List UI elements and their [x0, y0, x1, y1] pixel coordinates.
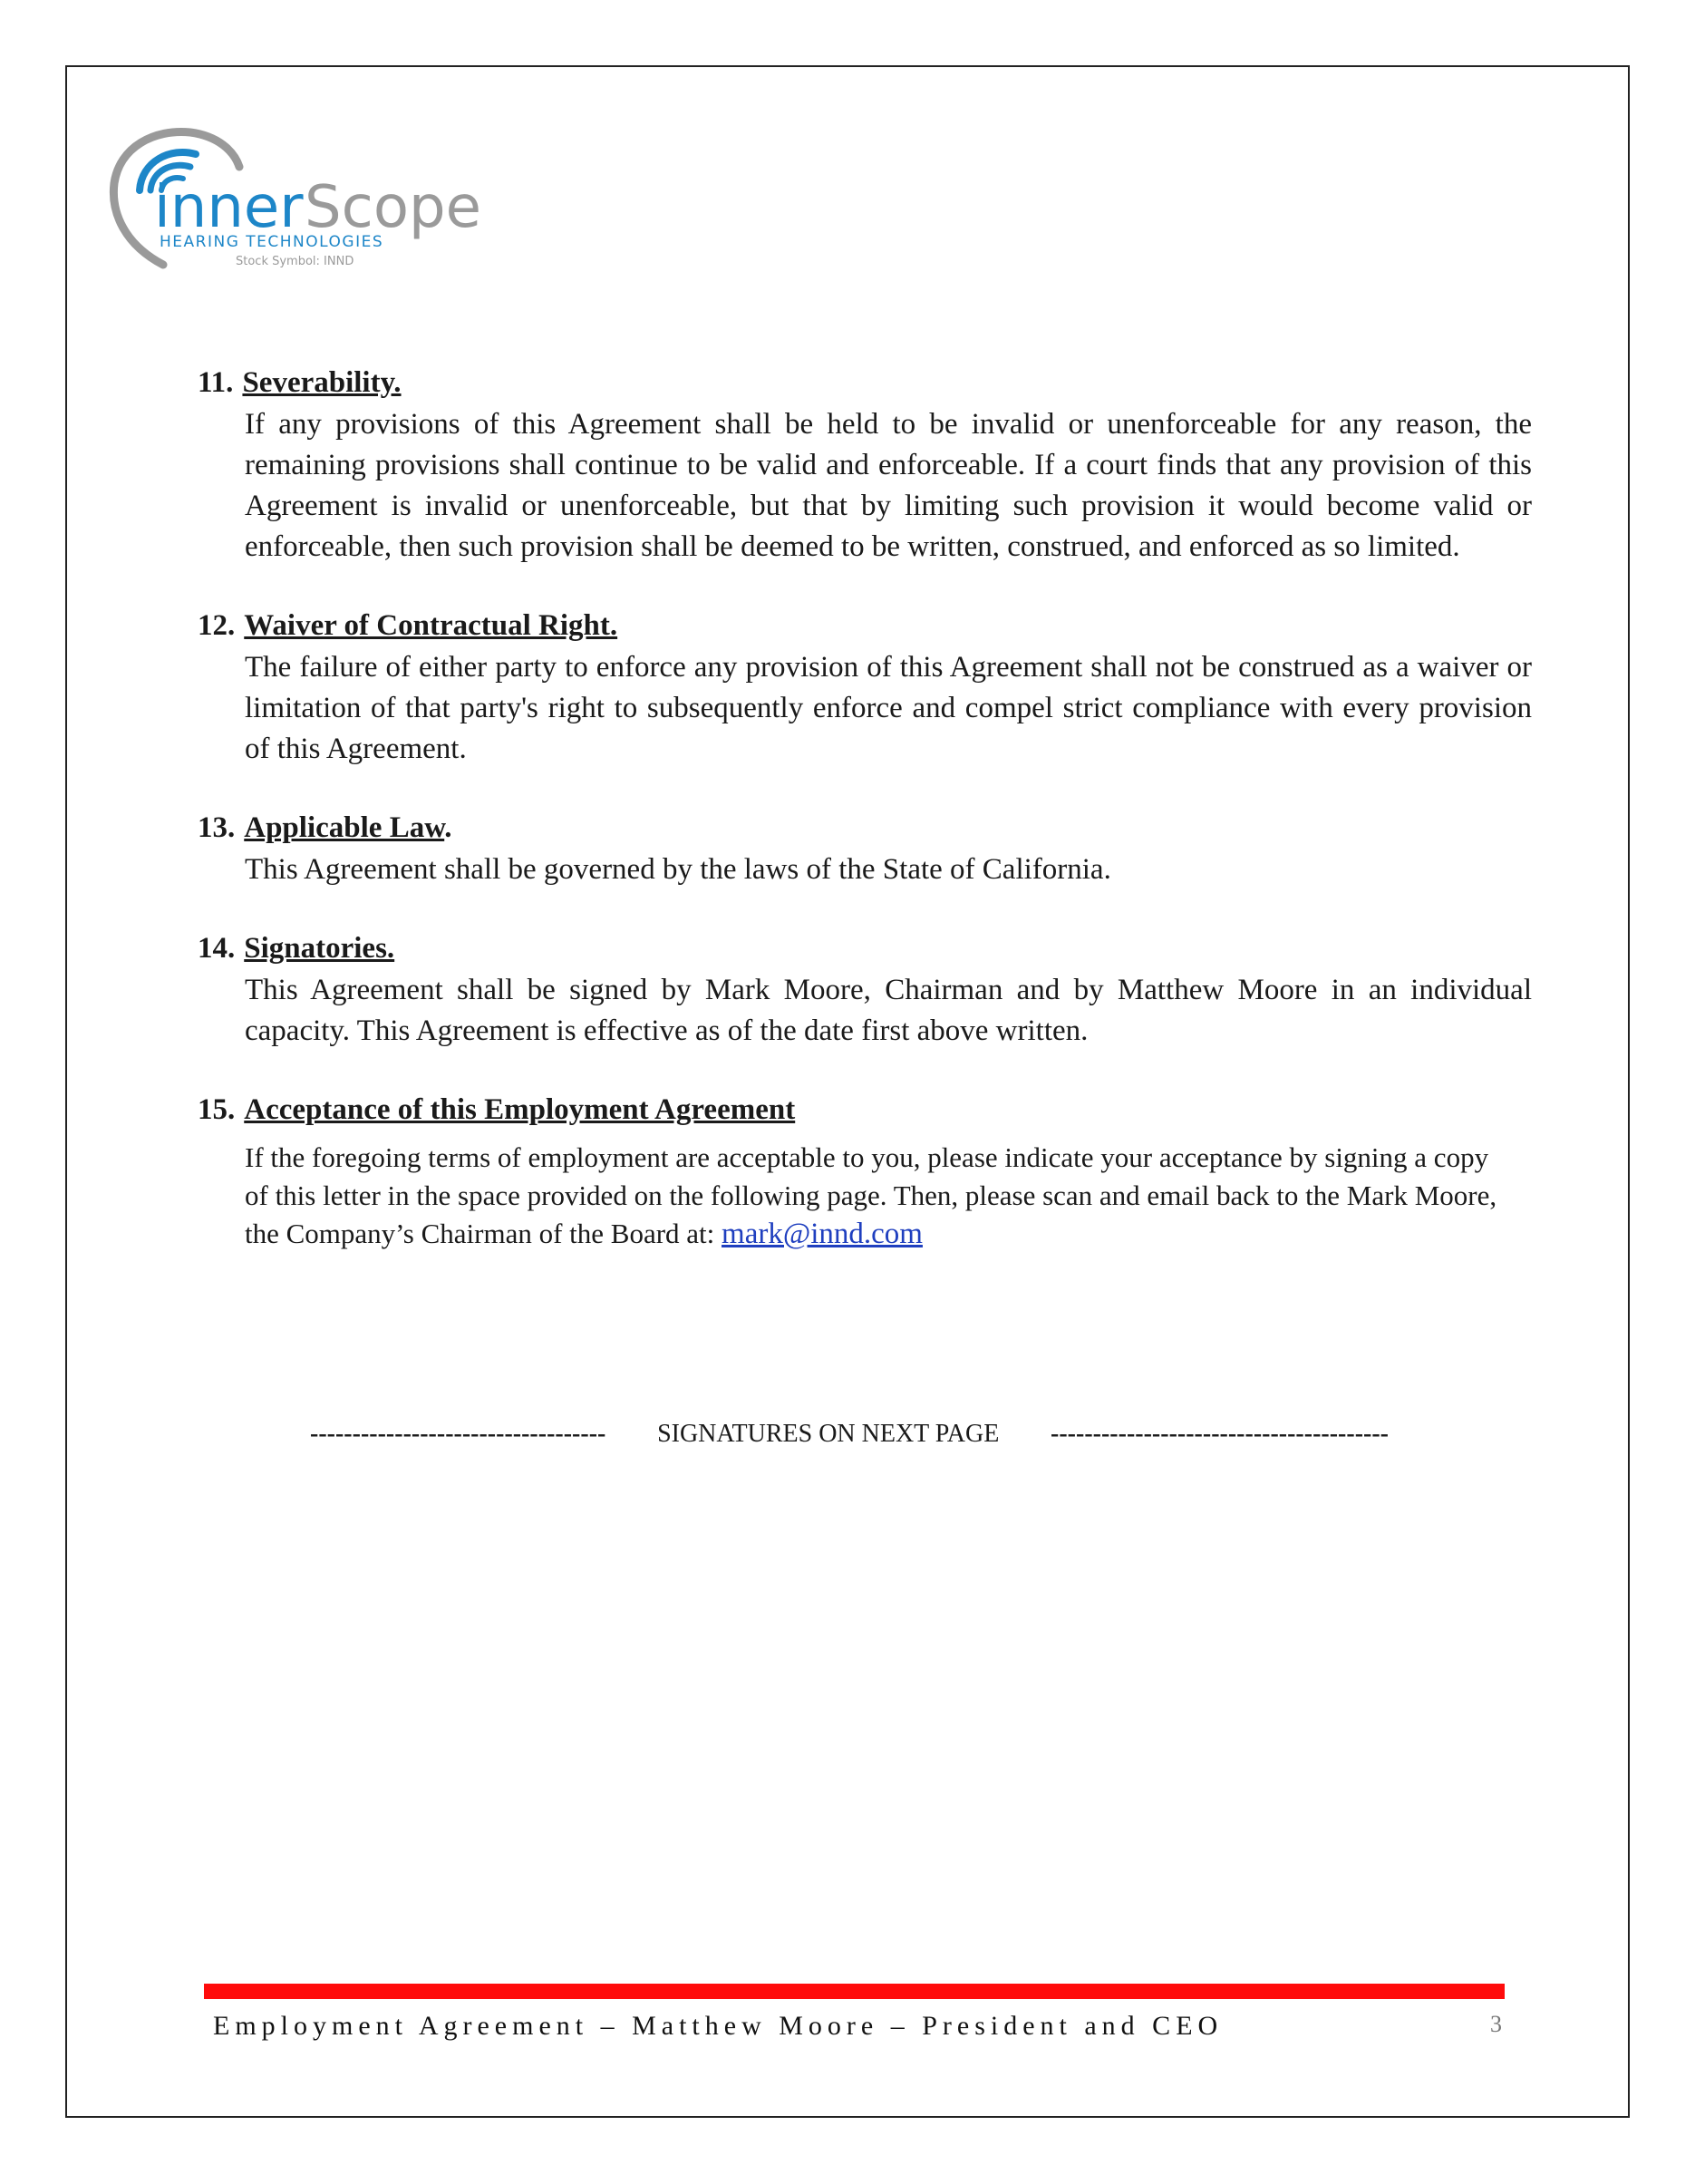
section-body: If any provisions of this Agreement shall be held to be invalid or unenforceable for any reason, the remaining provisions shall continue to be valid and enforceable. If a court finds that any provision of this Agreement is invalid or unenforceable, but that by limiting such provision it would become valid or enforceable, then such provision shall be deemed to be written, construed, and enforced as so limited.	[245, 408, 1532, 563]
section-heading	[198, 604, 1539, 647]
section-number: 11.	[198, 366, 234, 399]
section-title: Signatories.	[244, 932, 395, 965]
section-title: Severability.	[242, 366, 402, 399]
section-number: 13.	[198, 811, 236, 844]
section-signatories	[198, 927, 1539, 1052]
svg-text:Stock Symbol: INND: Stock Symbol: INND	[236, 255, 354, 268]
section-body	[245, 1139, 1505, 1253]
chairman-email-link[interactable]: mark@innd.com	[722, 1218, 923, 1250]
section-acceptance	[198, 1088, 1539, 1253]
company-logo	[107, 127, 506, 281]
svg-text:HEARING TECHNOLOGIES: HEARING TECHNOLOGIES	[160, 233, 384, 251]
signatures-on-next-page-text: SIGNATURES ON NEXT PAGE	[657, 1420, 1000, 1448]
section-title: Waiver of Contractual Right.	[244, 609, 618, 642]
section-heading	[198, 1088, 1539, 1131]
svg-text:inner: inner	[154, 174, 304, 241]
footer-red-bar	[204, 1984, 1505, 1999]
section-heading	[198, 806, 1539, 849]
section-applicable-law	[198, 806, 1539, 890]
section-number: 12.	[198, 609, 236, 642]
section-title-period: .	[444, 811, 452, 844]
section-number: 14.	[198, 932, 236, 965]
signature-notice	[310, 1420, 1389, 1449]
right-dash-line: ----------------------------------------	[1051, 1420, 1389, 1448]
section-heading	[198, 361, 1539, 404]
acceptance-text: If the foregoing terms of employment are acceptable to you, please indicate your acceptance by signing a copy of this letter in the space provided on the following page. Then, please scan and email back to the Mark Moore, the Company’s Chairman of the Board at:	[245, 1141, 1497, 1249]
section-title: Acceptance of this Employment Agreement	[244, 1093, 796, 1126]
section-waiver	[198, 604, 1539, 770]
section-body: The failure of either party to enforce any provision of this Agreement shall not be construed as a waiver or limitation of that party's right to subsequently enforce and compel strict compliance with every provision of this Agreement.	[245, 651, 1532, 765]
section-number: 15.	[198, 1093, 236, 1126]
footer-title: Employment Agreement – Matthew Moore – President and CEO	[213, 2011, 1224, 2041]
section-heading	[198, 927, 1539, 970]
section-body: This Agreement shall be signed by Mark Moore, Chairman and by Matthew Moore in an individual capacity. This Agreement is effective as of the date first above written.	[245, 974, 1532, 1047]
innerscope-logo-icon	[107, 127, 506, 281]
left-dash-line: -----------------------------------	[310, 1420, 606, 1448]
section-body: This Agreement shall be governed by the laws of the State of California.	[245, 853, 1111, 886]
section-severability	[198, 361, 1539, 568]
section-title: Applicable Law	[244, 811, 445, 844]
agreement-content	[198, 361, 1539, 1289]
page-number: 3	[1490, 2011, 1502, 2037]
svg-text:Scope: Scope	[305, 174, 481, 241]
